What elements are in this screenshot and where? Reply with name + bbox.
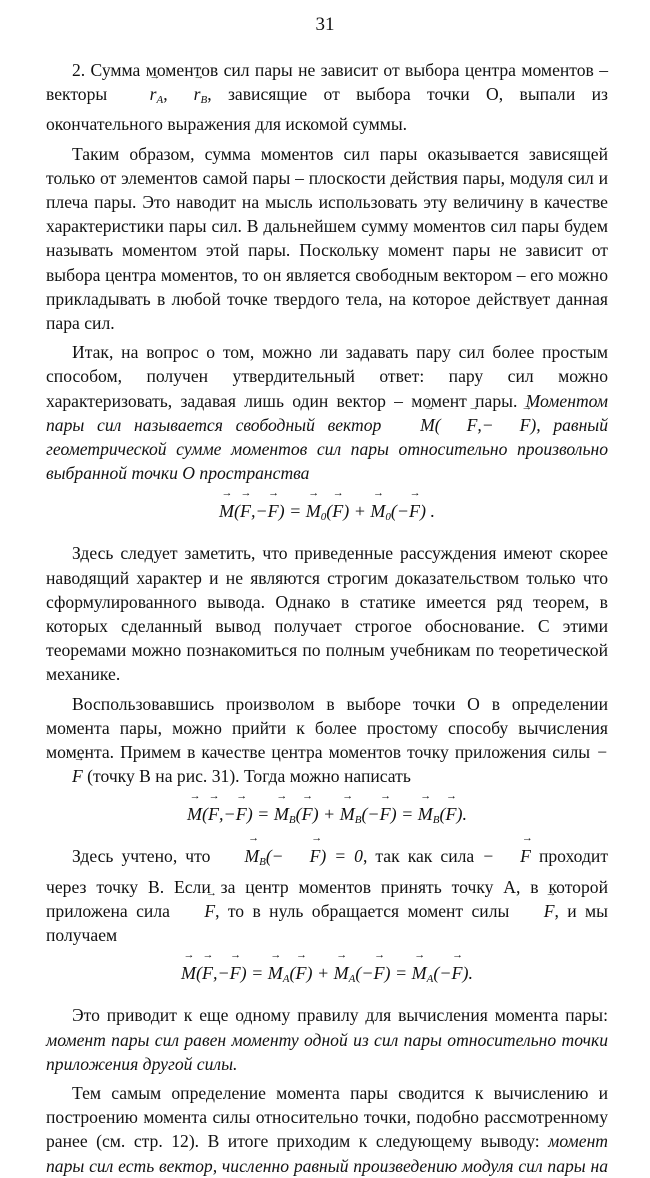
paragraph-2: Таким образом, сумма моментов сил пары оказывается зависящей только от элементов самой пары – плоскости действия пары, модуля сил и плеча пары. Это наводит на мысль использовать эту величину в качестве характеристики пары сил. В дальнейшем сумму моментов сил пары будем называть моментом этой пары. Поскольку момент пары не зависит от выбора центра моментов, то он является свободным вектором – его можно прикладывать в любой точке твердого тела, на которое действует данная пара сил. [46, 143, 608, 334]
paragraph-3: Итак, на вопрос о том, можно ли задавать пару сил более простым способом, получен утвердительный ответ: пару сил можно характеризовать, задавая лишь один вектор – момент пары. Моментом пары сил называется свободный вектор → M(→ F,−→ F), равный геометрической сумме моментов сил пары относительно произвольно выбранной точки O пространства [46, 340, 608, 485]
vector-r-b: → r [168, 82, 201, 106]
paragraph-8: Тем самым определение момента пары сводится к вычислению и построению момента силы относительно точки, подобно рассмотренному ранее (см. стр. 12). В итоге приходим к следующему выводу: момент пары сил есть вектор, численно равный произведению модуля сил пары на [46, 1082, 608, 1176]
paragraph-7: Это приводит к еще одному правилу для вычисления момента пары: момент пары сил равен моменту одной из сил пары относительно точки приложения другой силы. [46, 1005, 608, 1074]
vector-r-a: → r [124, 82, 157, 106]
page-body [46, 58, 608, 1178]
inline-formula-moment: → M(→ F,−→ F) [394, 415, 536, 435]
page-number: 31 [315, 14, 335, 35]
formula-3: → M(→ F,−→ F) = → $M_A(\to F)$ + → $M_A(-\to F)$ = → $M_A(-\to F)$. [46, 961, 608, 991]
formula-1: → M(→ F,−→ F) = → $M_0(\to F)$ + → $M_0(-\to F)$ . [46, 499, 608, 529]
paragraph-6: Здесь учтено, что → $M_B(-\to F) = 0$, так как сила −→ F проходит через точку B. Если за центр моментов принять точку A, в которой приложена сила → F, то в нуль обращается момент силы → F, и мы получаем [46, 844, 608, 947]
paragraph-4: Здесь следует заметить, что приведенные рассуждения имеют скорее наводящий характер и не являются строгим доказательством только что сформулированного вывода. Однако в статике имеется ряд теорем, в которых сделанный вывод получает строгое обоснование. С этими теоремами можно познакомиться по полным учебникам по теоретической механике. [46, 543, 608, 685]
paragraph-1: 2. Сумма моментов сил пары не зависит от выбора центра моментов – векторы → $r_A,\to r_B$, зависящие от выбора точки O, выпали из окончательного выражения для искомой суммы. [46, 58, 608, 137]
paragraph-5: Воспользовавшись произволом в выборе точки O в определении момента пары, можно прийти к более простому способу вычисления момента. Примем в качестве центра моментов точку приложения силы −→ F (точку B на рис. 31). Тогда можно написать [46, 692, 608, 789]
formula-2: → M(→ F,−→ F) = → $M_B(\to F)$ + → $M_B(-\to F)$ = → $M_B(\to F)$. [46, 802, 608, 832]
